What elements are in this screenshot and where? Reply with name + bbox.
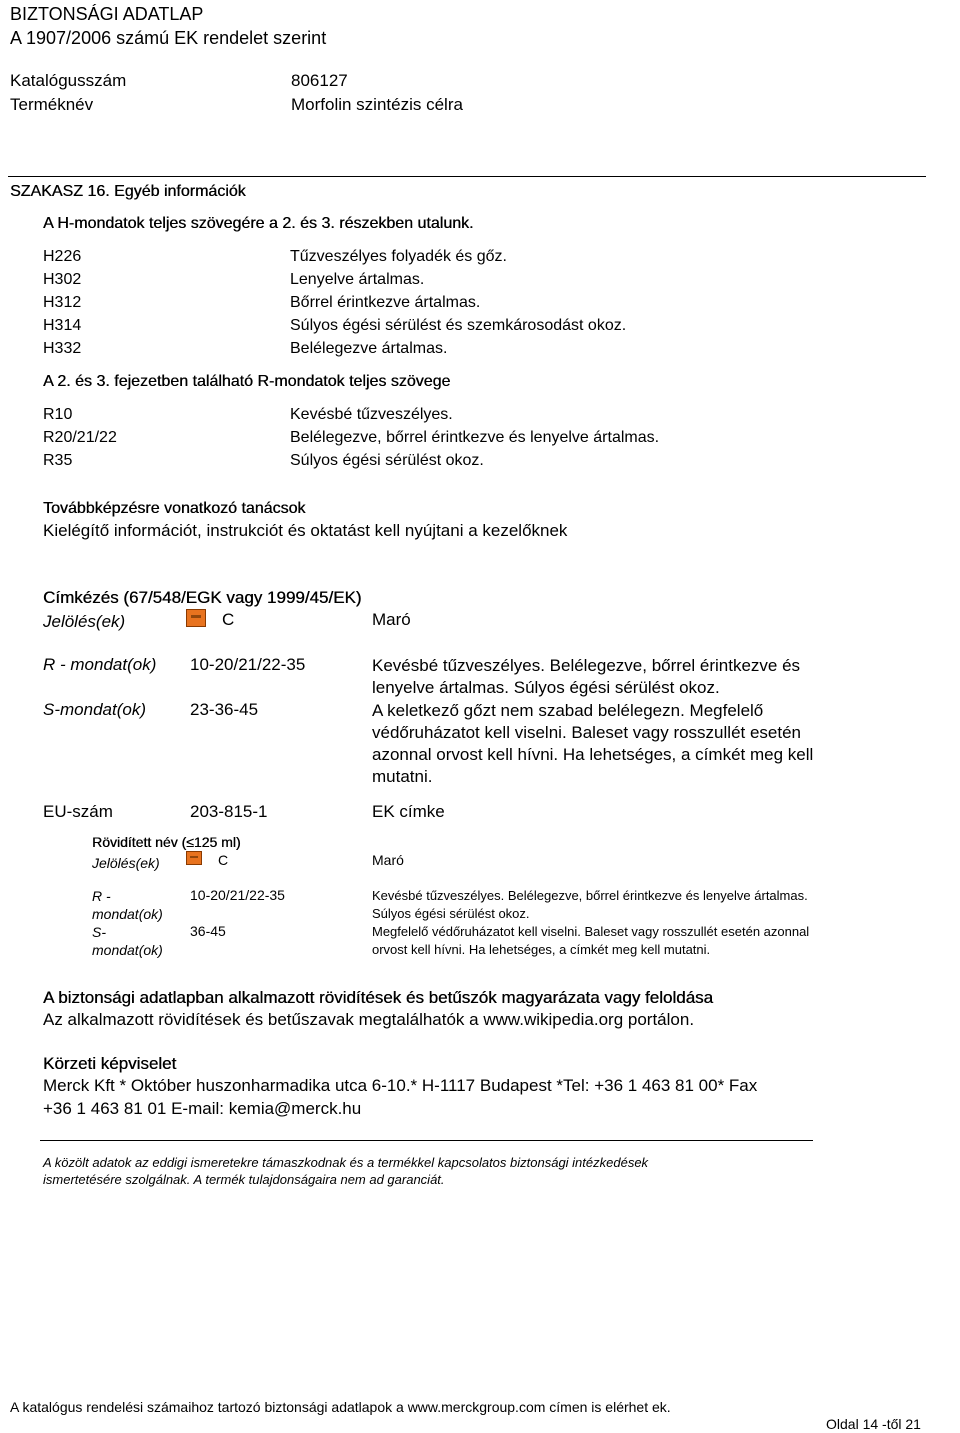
eu-label-text: EK címke <box>372 802 445 821</box>
corrosive-hazard-icon <box>186 609 206 627</box>
short-r-label: R - mondat(ok) <box>92 888 163 922</box>
h-text: Bőrrel érintkezve ártalmas. <box>290 294 481 311</box>
h-text: Tűzveszélyes folyadék és gőz. <box>290 248 507 265</box>
h-code: H332 <box>43 340 82 357</box>
short-marking-label: Jelölés(ek) <box>92 855 160 871</box>
disclaimer-divider <box>40 1140 813 1141</box>
r-text: Belélegezve, bőrrel érintkezve és lenyelve ártalmas. <box>290 429 660 446</box>
h-text: Súlyos égési sérülést és szemkárosodást okoz. <box>290 317 627 334</box>
abbreviations-title: A biztonsági adatlapban alkalmazott rövidítések és betűszók magyarázata vagy feloldása <box>43 988 714 1007</box>
marking-symbol: C <box>222 610 235 629</box>
r-phrases-label: R - mondat(ok) <box>43 655 157 674</box>
marking-label: Jelölés(ek) <box>43 612 126 631</box>
r-intro: A 2. és 3. fejezetben található R-mondatok teljes szövege <box>43 373 451 390</box>
short-s-text: Megfelelő védőruházatot kell viselni. Baleset vagy rosszullét esetén azonnal orvost kell hívni. Ha lehetséges, a címkét meg kell mutatni. <box>372 924 810 957</box>
section-title: SZAKASZ 16. Egyéb információk <box>10 183 246 200</box>
disclaimer-line1: A közölt adatok az eddigi ismeretekre támaszkodnak és a termékkel kapcsolatos biztonsági intézkedések <box>43 1155 649 1170</box>
page-number: Oldal 14 -től 21 <box>826 1416 921 1432</box>
r-code: R20/21/22 <box>43 429 117 446</box>
catalog-label: Katalógusszám <box>10 71 127 90</box>
representative-title: Körzeti képviselet <box>43 1054 177 1073</box>
short-s-codes: 36-45 <box>190 923 226 939</box>
footer-spacer <box>8 1398 926 1399</box>
h-code: H226 <box>43 248 82 265</box>
labelling-title: Címkézés (67/548/EGK vagy 1999/45/EK) <box>43 588 362 607</box>
document-subtitle: A 1907/2006 számú EK rendelet szerint <box>10 28 327 48</box>
marking-text: Maró <box>372 610 411 629</box>
s-phrases-text: A keletkező gőzt nem szabad belélegezn. Megfelelő védőruházatot kell viselni. Baleset vagy rosszullét esetén azonnal orvost kell hívni. Ha lehetséges, a címkét meg kell mutatni. <box>372 701 814 786</box>
r-text: Súlyos égési sérülést okoz. <box>290 452 484 469</box>
representative-line2: +36 1 463 81 01 E-mail: kemia@merck.hu <box>43 1099 362 1118</box>
r-code: R35 <box>43 452 73 469</box>
eu-number-label: EU-szám <box>43 802 113 821</box>
short-name-title: Rövidített név (≤125 ml) <box>92 834 241 850</box>
h-text: Lenyelve ártalmas. <box>290 271 425 288</box>
training-title: Továbbképzésre vonatkozó tanácsok <box>43 500 306 517</box>
catalog-value: 806127 <box>291 71 348 90</box>
h-intro: A H-mondatok teljes szövegére a 2. és 3. részekben utalunk. <box>43 215 474 232</box>
h-code: H314 <box>43 317 82 334</box>
h-code: H302 <box>43 271 82 288</box>
r-code: R10 <box>43 406 73 423</box>
corrosive-hazard-icon-small <box>186 851 202 865</box>
h-code: H312 <box>43 294 82 311</box>
short-r-text: Kevésbé tűzveszélyes. Belélegezve, bőrrel érintkezve és lenyelve ártalmas. Súlyos égési sérülést okoz. <box>372 888 808 921</box>
short-r-codes: 10-20/21/22-35 <box>190 887 285 903</box>
disclaimer-line2: ismertetésére szolgálnak. A termék tulajdonságaira nem ad garanciát. <box>43 1172 445 1187</box>
short-s-label: S- mondat(ok) <box>92 924 163 958</box>
section-divider <box>8 176 926 177</box>
s-phrases-label: S-mondat(ok) <box>43 700 146 719</box>
r-phrases-text: Kevésbé tűzveszélyes. Belélegezve, bőrrel érintkezve és lenyelve ártalmas. Súlyos égési sérülést okoz. <box>372 656 801 697</box>
training-text: Kielégítő információt, instrukciót és oktatást kell nyújtani a kezelőknek <box>43 521 568 540</box>
r-text: Kevésbé tűzveszélyes. <box>290 406 453 423</box>
abbreviations-text: Az alkalmazott rövidítések és betűszavak megtalálhatók a www.wikipedia.org portálon. <box>43 1010 695 1029</box>
product-value: Morfolin szintézis célra <box>291 95 463 114</box>
h-text: Belélegezve ártalmas. <box>290 340 448 357</box>
product-label: Terméknév <box>10 95 94 114</box>
footer-text: A katalógus rendelési számaihoz tartozó biztonsági adatlapok a www.merckgroup.com címen is elérhet ek. <box>10 1399 671 1415</box>
representative-line1: Merck Kft * Október huszonharmadika utca 6-10.* H-1117 Budapest *Tel: +36 1 463 81 00* Fax <box>43 1076 758 1095</box>
short-marking-text: Maró <box>372 852 404 868</box>
s-phrases-codes: 23-36-45 <box>190 700 259 719</box>
eu-number-value: 203-815-1 <box>190 802 268 821</box>
short-marking-symbol: C <box>218 852 229 868</box>
r-phrases-codes: 10-20/21/22-35 <box>190 655 306 674</box>
document-title: BIZTONSÁGI ADATLAP <box>10 4 204 24</box>
